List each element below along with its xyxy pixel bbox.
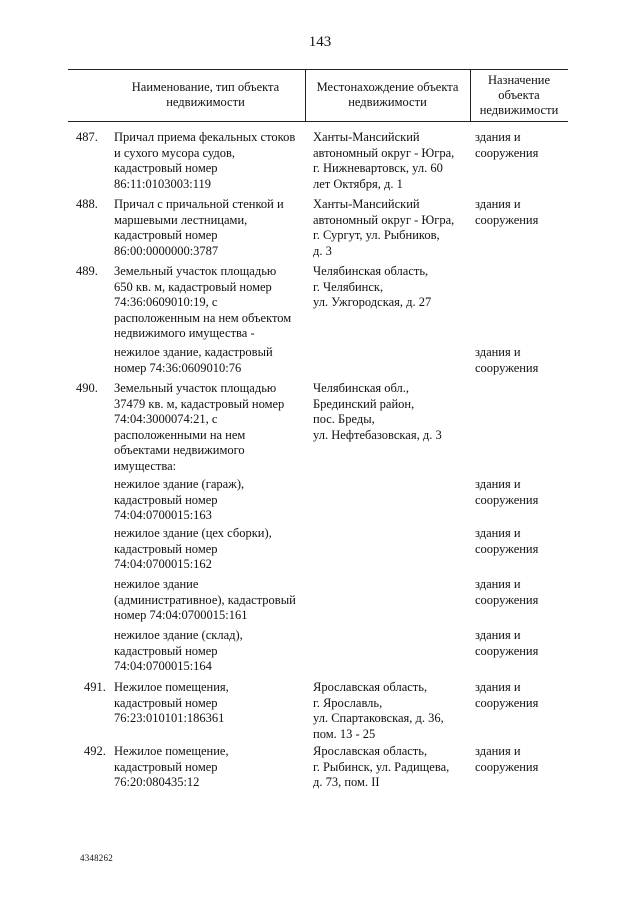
row-location: Ханты-Мансийский автономный округ - Югра, г. Нижневартовск, ул. 60 лет Октября, д. 1 (313, 130, 455, 191)
header-bottom-rule (68, 121, 568, 122)
row-number: 491. (84, 680, 106, 694)
page-number: 143 (308, 34, 332, 50)
row-name: Земельный участок площадью 650 кв. м, кадастровый номер 74:36:0609010:19, с расположенным на нем объектом недвижимого имущества - (114, 264, 292, 341)
row-number: 492. (84, 744, 106, 758)
row-number: 487. (76, 130, 98, 144)
header-top-rule (68, 69, 568, 70)
row-purpose: здания и сооружения (475, 477, 539, 507)
row-name: нежилое здание, кадастровый номер 74:36:0609010:76 (114, 345, 273, 375)
row-name: нежилое здание (склад), кадастровый номер 74:04:0700015:164 (114, 628, 243, 674)
row-purpose: здания и сооружения (475, 577, 539, 607)
row-location: Челябинская область, г. Челябинск, ул. Ужгородская, д. 27 (313, 264, 432, 310)
row-name: нежилое здание (цех сборки), кадастровый номер 74:04:0700015:162 (114, 526, 272, 572)
row-name: Причал приема фекальных стоков и сухого мусора судов, кадастровый номер 86:11:0103003:119 (114, 130, 296, 191)
row-purpose: здания и сооружения (475, 680, 539, 710)
row-number: 488. (76, 197, 98, 211)
row-purpose: здания и сооружения (475, 744, 539, 774)
row-purpose: здания и сооружения (475, 628, 539, 658)
row-location: Ярославская область, г. Ярославль, ул. Спартаковская, д. 36, пом. 13 - 25 (313, 680, 444, 741)
row-name: Земельный участок площадью 37479 кв. м, кадастровый номер 74:04:3000074:21, с расположенными на нем объектами недвижимого имущества: (114, 381, 285, 473)
row-purpose: здания и сооружения (475, 197, 539, 227)
row-number: 489. (76, 264, 98, 278)
row-name: Нежилое помещения, кадастровый номер 76:23:010101:186361 (114, 680, 229, 726)
header-name-column: Наименование, тип объекта недвижимости (131, 80, 280, 109)
row-purpose: здания и сооружения (475, 526, 539, 556)
row-purpose: здания и сооружения (475, 345, 539, 375)
header-purpose-column: Назначение объекта недвижимости (479, 73, 559, 117)
row-name: Нежилое помещение, кадастровый номер 76:20:080435:12 (114, 744, 229, 790)
row-name: нежилое здание (административное), кадастровый номер 74:04:0700015:161 (114, 577, 296, 623)
row-location: Ярославская область, г. Рыбинск, ул. Радищева, д. 73, пом. II (313, 744, 450, 790)
row-purpose: здания и сооружения (475, 130, 539, 160)
row-name: нежилое здание (гараж), кадастровый номер 74:04:0700015:163 (114, 477, 245, 523)
row-name: Причал с причальной стенкой и маршевыми лестницами, кадастровый номер 86:00:0000000:3787 (114, 197, 284, 258)
row-location: Ханты-Мансийский автономный округ - Югра, г. Сургут, ул. Рыбников, д. 3 (313, 197, 455, 258)
document-code: 4348262 (80, 853, 113, 863)
row-number: 490. (76, 381, 98, 395)
header-location-column: Местонахождение объекта недвижимости (316, 80, 459, 109)
row-location: Челябинская обл., Брединский район, пос. Бреды, ул. Нефтебазовская, д. 3 (313, 381, 442, 442)
